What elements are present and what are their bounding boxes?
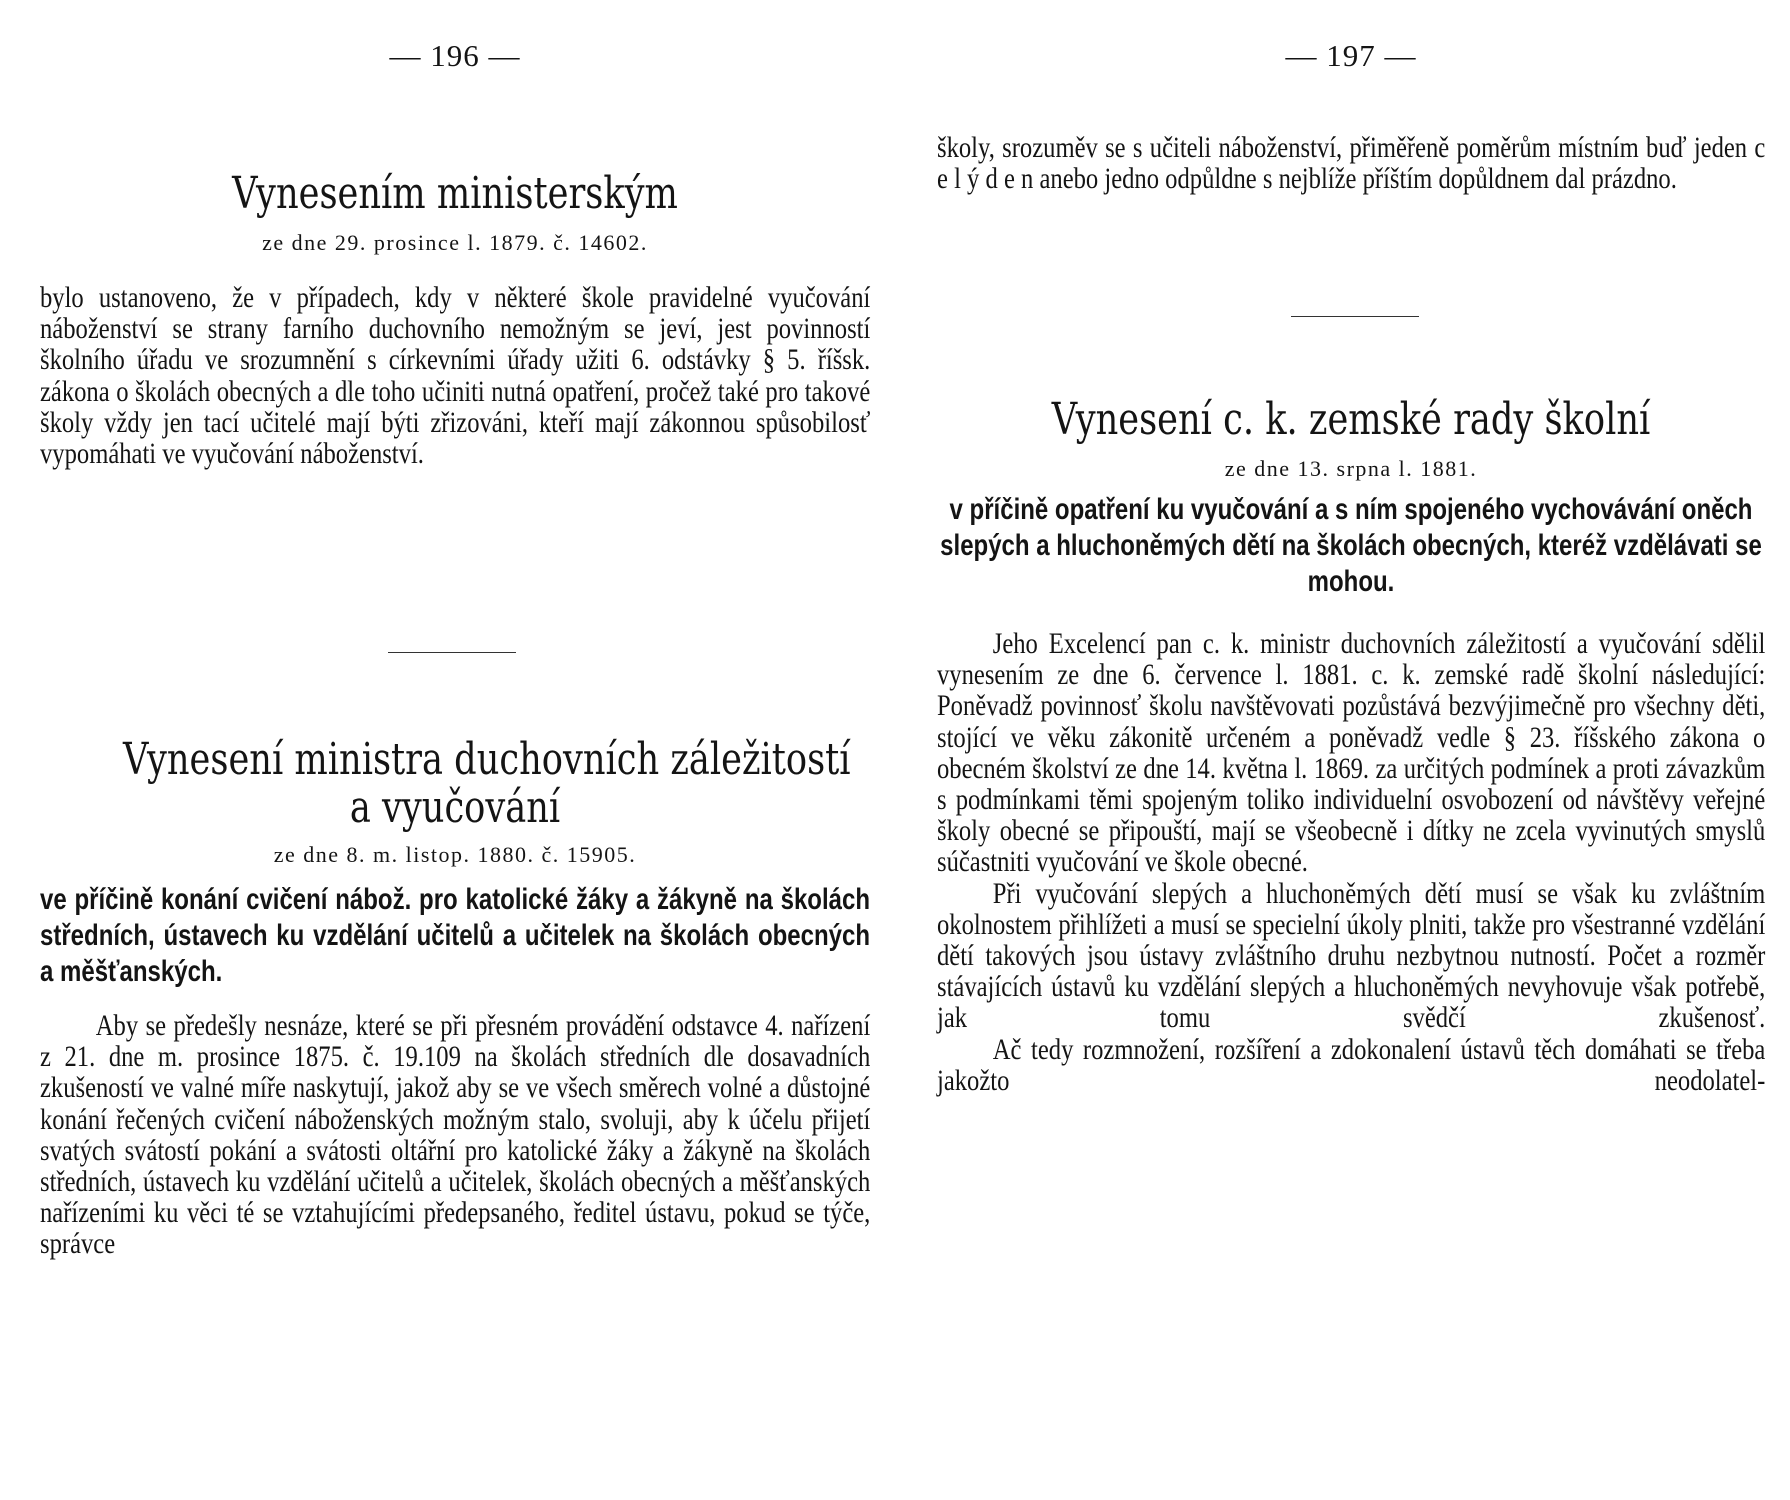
section-subject: ve příčině konání cvičení nábož. pro katolické žáky a žákyně na školách středních, ústavech ku vzdělání učitelů a učitelek na školách obecných a měšťanských. <box>40 883 870 988</box>
section-title: Vynesení c. k. zemské rady školní <box>1051 394 1651 445</box>
left-page <box>40 0 870 1500</box>
section-date: ze dne 29. prosince l. 1879. č. 14602. <box>262 230 648 255</box>
section-title: Vynesením ministerským <box>232 168 678 219</box>
section-subject: v příčině opatření ku vyučování a s ním spojeného vychovávání oněch slepých a hluchoněmých dětí na školách obecných, kteréž vzdělávati se mohou. <box>940 493 1762 598</box>
section-title-line2: a vyučování <box>349 782 561 833</box>
section-school-board-decree-1881 <box>937 394 1766 1097</box>
section-body: Aby se předešly nesnáze, které se při přesném provádění odstavce 4. nařízení z 21. dne m. prosince 1875. č. 19.109 na školách středních dle dosavadních zkušeností ve valné míře naskytují, jakož aby se ve všech směrech volné a důstojné konání řečených cvičení náboženských možným stalo, svoluji, aby k účelu přijetí svatých svátostí pokání a svátosti oltářní pro katolické žáky a žákyně na školách středních, ústavech ku vzdělání učitelů a učitelek, školách obecných a měšťanských nařízeními ku věci té se vztahujícími předepsaného, ředitel ústavu, pokud se týče, správce <box>40 1009 871 1261</box>
continuation-text: školy, srozuměv se s učiteli náboženství, přiměřeně poměrům místním buď jeden c e l ý d e n anebo jedno odpůldne s nejblíže příštím dopůldnem dal prázdno. <box>937 131 1766 196</box>
page-number-right: — 197 — <box>1285 38 1417 73</box>
section-date: ze dne 8. m. listop. 1880. č. 15905. <box>273 842 637 867</box>
section-body: bylo ustanoveno, že v případech, kdy v některé škole pravidelné vyučování náboženství se strany farního duchovního nemožným se jeví, jest povinností školního úřadu ve srozumnění s církevními úřady užiti 6. odstávky § 5. říšsk. zákona o školách obecných a dle toho učiniti nutná opatření, pročež také pro takové školy vždy jen tací učitelé mají býti zřizováni, kteří mají zákonnou spůsobilosť vypomáhati ve vyučování náboženství. <box>40 281 871 471</box>
paragraph-2: Při vyučování slepých a hluchoněmých dětí musí se však ku zvláštním okolnostem přihlížeti a musí se specielní úkoly plniti, takže pro všestranné vzdělání dětí takových jsou ústavy zvláštního druhu nezbytnou nutností. Počet a rozměr stávajících ústavů ku vzdělání slepých a hluchoněmých nevyhovuje však potřebě, jak tomu svědčí zkušenosť. <box>937 876 1766 1035</box>
section-divider <box>388 652 516 653</box>
paragraph-1: Jeho Excelencí pan c. k. ministr duchovních záležitostí a vyučování sdělil vynesením ze dne 6. července l. 1881. c. k. zemské radě školní následující: Poněvadž povinnosť školu navštěvovati pozůstává bezvýjimečně pro všechny děti, stojící ve věku zákonitě určeném a poněvadž vedle § 23. říšského zákona o obecném školství ze dne 14. května l. 1869. za určitých podmínek a proti závazkům s podmínkami těmi spojeným toliko individuelní osvobození od návštěvy veřejné školy obecné se připouští, mají se všeobecně i dítky ne zcela vyvinutých smyslů súčastniti vyučování ve škole obecné. <box>937 627 1766 879</box>
page-number-left: — 196 — <box>389 38 521 73</box>
section-divider <box>1291 316 1419 317</box>
right-page <box>937 0 1765 1500</box>
section-date: ze dne 13. srpna l. 1881. <box>1224 456 1478 481</box>
section-ministerial-decree-1879 <box>40 168 871 471</box>
section-title: Vynesení ministra duchovních záležitostí <box>123 734 851 785</box>
section-ministry-decree-1880 <box>40 734 871 1261</box>
paragraph-3: Ač tedy rozmnožení, rozšíření a zdokonalení ústavů těch domáhati se třeba jakožto neodolatel- <box>937 1032 1766 1097</box>
